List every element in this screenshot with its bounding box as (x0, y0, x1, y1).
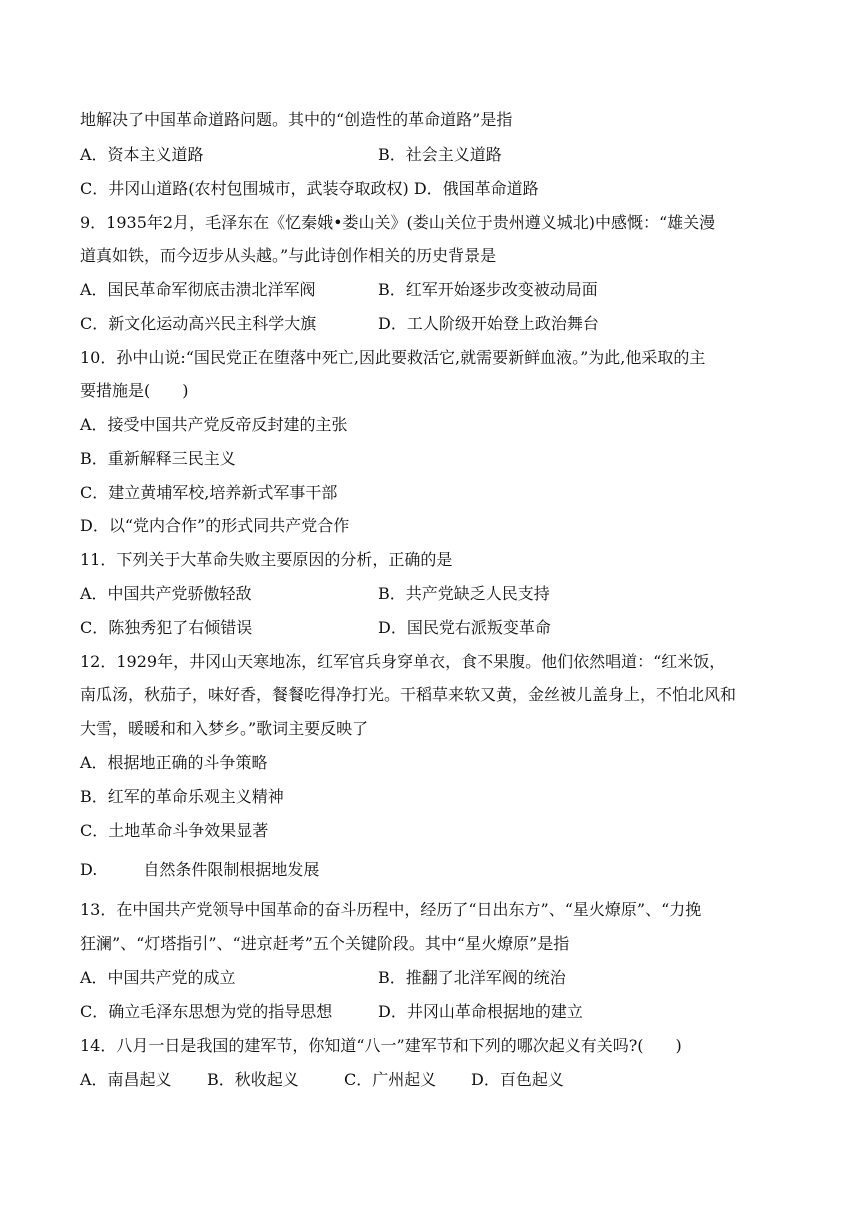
q8-options-cd (80, 179, 800, 199)
q13-option-d: D．井冈山革命根据地的建立 (378, 1002, 583, 1021)
q9-option-a: A．国民革命军彻底击溃北洋军阀 (80, 280, 316, 299)
q13-option-b: B．推翻了北洋军阀的统治 (378, 968, 566, 987)
q11-option-c: C．陈独秀犯了右倾错误 (80, 618, 253, 637)
q12-option-b: B．红军的革命乐观主义精神 (80, 787, 284, 806)
q11-stem: 11．下列关于大革命失败主要原因的分析，正确的是 (80, 550, 453, 569)
q12-option-c: C．土地革命斗争效果显著 (80, 821, 269, 840)
q11-option-b: B．共产党缺乏人民支持 (378, 584, 550, 603)
q9-option-c: C．新文化运动高兴民主科学大旗 (80, 314, 317, 333)
q10-stem-line-2: 要措施是( ) (80, 381, 189, 400)
q11-option-d: D．国民党右派叛变革命 (378, 618, 551, 637)
q9-option-b: B．红军开始逐步改变被动局面 (378, 280, 598, 299)
q8-option-c: C．井冈山道路(农村包围城市，武装夺取政权) (80, 179, 409, 198)
q12-option-a: A．根据地正确的斗争策略 (80, 753, 268, 772)
q11-options-cd (80, 618, 800, 638)
q13-stem-line-2: 狂澜”、“灯塔指引”、“进京赶考”五个关键阶段。其中“星火燎原”是指 (80, 934, 570, 953)
q14-option-a: A．南昌起义 (80, 1070, 172, 1089)
q13-stem-line-1: 13．在中国共产党领导中国革命的奋斗历程中，经历了“日出东方”、“星火燎原”、“力挽 (80, 900, 702, 919)
q10-option-c: C．建立黄埔军校,培养新式军事干部 (80, 483, 338, 502)
q10-option-d: D．以“党内合作”的形式同共产党合作 (80, 516, 350, 535)
q12-option-d-text: 自然条件限制根据地发展 (143, 860, 320, 879)
q9-options-ab (80, 280, 800, 300)
q9-stem-line-2: 道真如铁，而今迈步从头越。”与此诗创作相关的历史背景是 (80, 246, 497, 265)
q13-option-a: A．中国共产党的成立 (80, 968, 236, 987)
q8-options-ab (80, 145, 800, 165)
q12-option-d (80, 860, 800, 880)
q10-option-b: B．重新解释三民主义 (80, 449, 236, 468)
q14-option-c: C．广州起义 (344, 1070, 437, 1089)
q9-stem-line-1: 9．1935年2月，毛泽东在《忆秦娥•娄山关》(娄山关位于贵州遵义城北)中感慨：“雄关漫 (80, 213, 716, 232)
q12-stem-line-1: 12．1929年，井冈山天寒地冻，红军官兵身穿单衣，食不果腹。他们依然唱道：“红米饭， (80, 652, 726, 671)
q14-options (80, 1070, 800, 1090)
q13-options-ab (80, 968, 800, 988)
q8-stem: 地解决了中国革命道路问题。其中的“创造性的革命道路”是指 (80, 110, 513, 129)
q11-option-a: A．中国共产党骄傲轻敌 (80, 584, 252, 603)
q8-option-d: D．俄国革命道路 (413, 179, 539, 198)
q10-option-a: A．接受中国共产党反帝反封建的主张 (80, 415, 348, 434)
q12-option-d-letter: D. (80, 860, 98, 879)
q13-option-c: C．确立毛泽东思想为党的指导思想 (80, 1002, 333, 1021)
q14-option-b: B．秋收起义 (207, 1070, 299, 1089)
q12-stem-line-3: 大雪，暖暖和和入梦乡。”歌词主要反映了 (80, 719, 369, 738)
q14-option-d: D．百色起义 (471, 1070, 564, 1089)
q11-options-ab (80, 584, 800, 604)
q8-option-b: B．社会主义道路 (378, 145, 502, 164)
q14-stem: 14．八月一日是我国的建军节，你知道“八一”建军节和下列的哪次起义有关吗?( ) (80, 1036, 682, 1055)
q12-stem-line-2: 南瓜汤，秋茄子，味好香，餐餐吃得净打光。干稻草来软又黄，金丝被儿盖身上，不怕北风和 (80, 685, 737, 704)
q9-options-cd (80, 314, 800, 334)
q13-options-cd (80, 1002, 800, 1022)
q8-option-a: A．资本主义道路 (80, 145, 204, 164)
q9-option-d: D．工人阶级开始登上政治舞台 (378, 314, 599, 333)
q10-stem-line-1: 10．孙中山说:“国民党正在堕落中死亡,因此要救活它,就需要新鲜血液。”为此,他采取的主 (80, 348, 706, 367)
